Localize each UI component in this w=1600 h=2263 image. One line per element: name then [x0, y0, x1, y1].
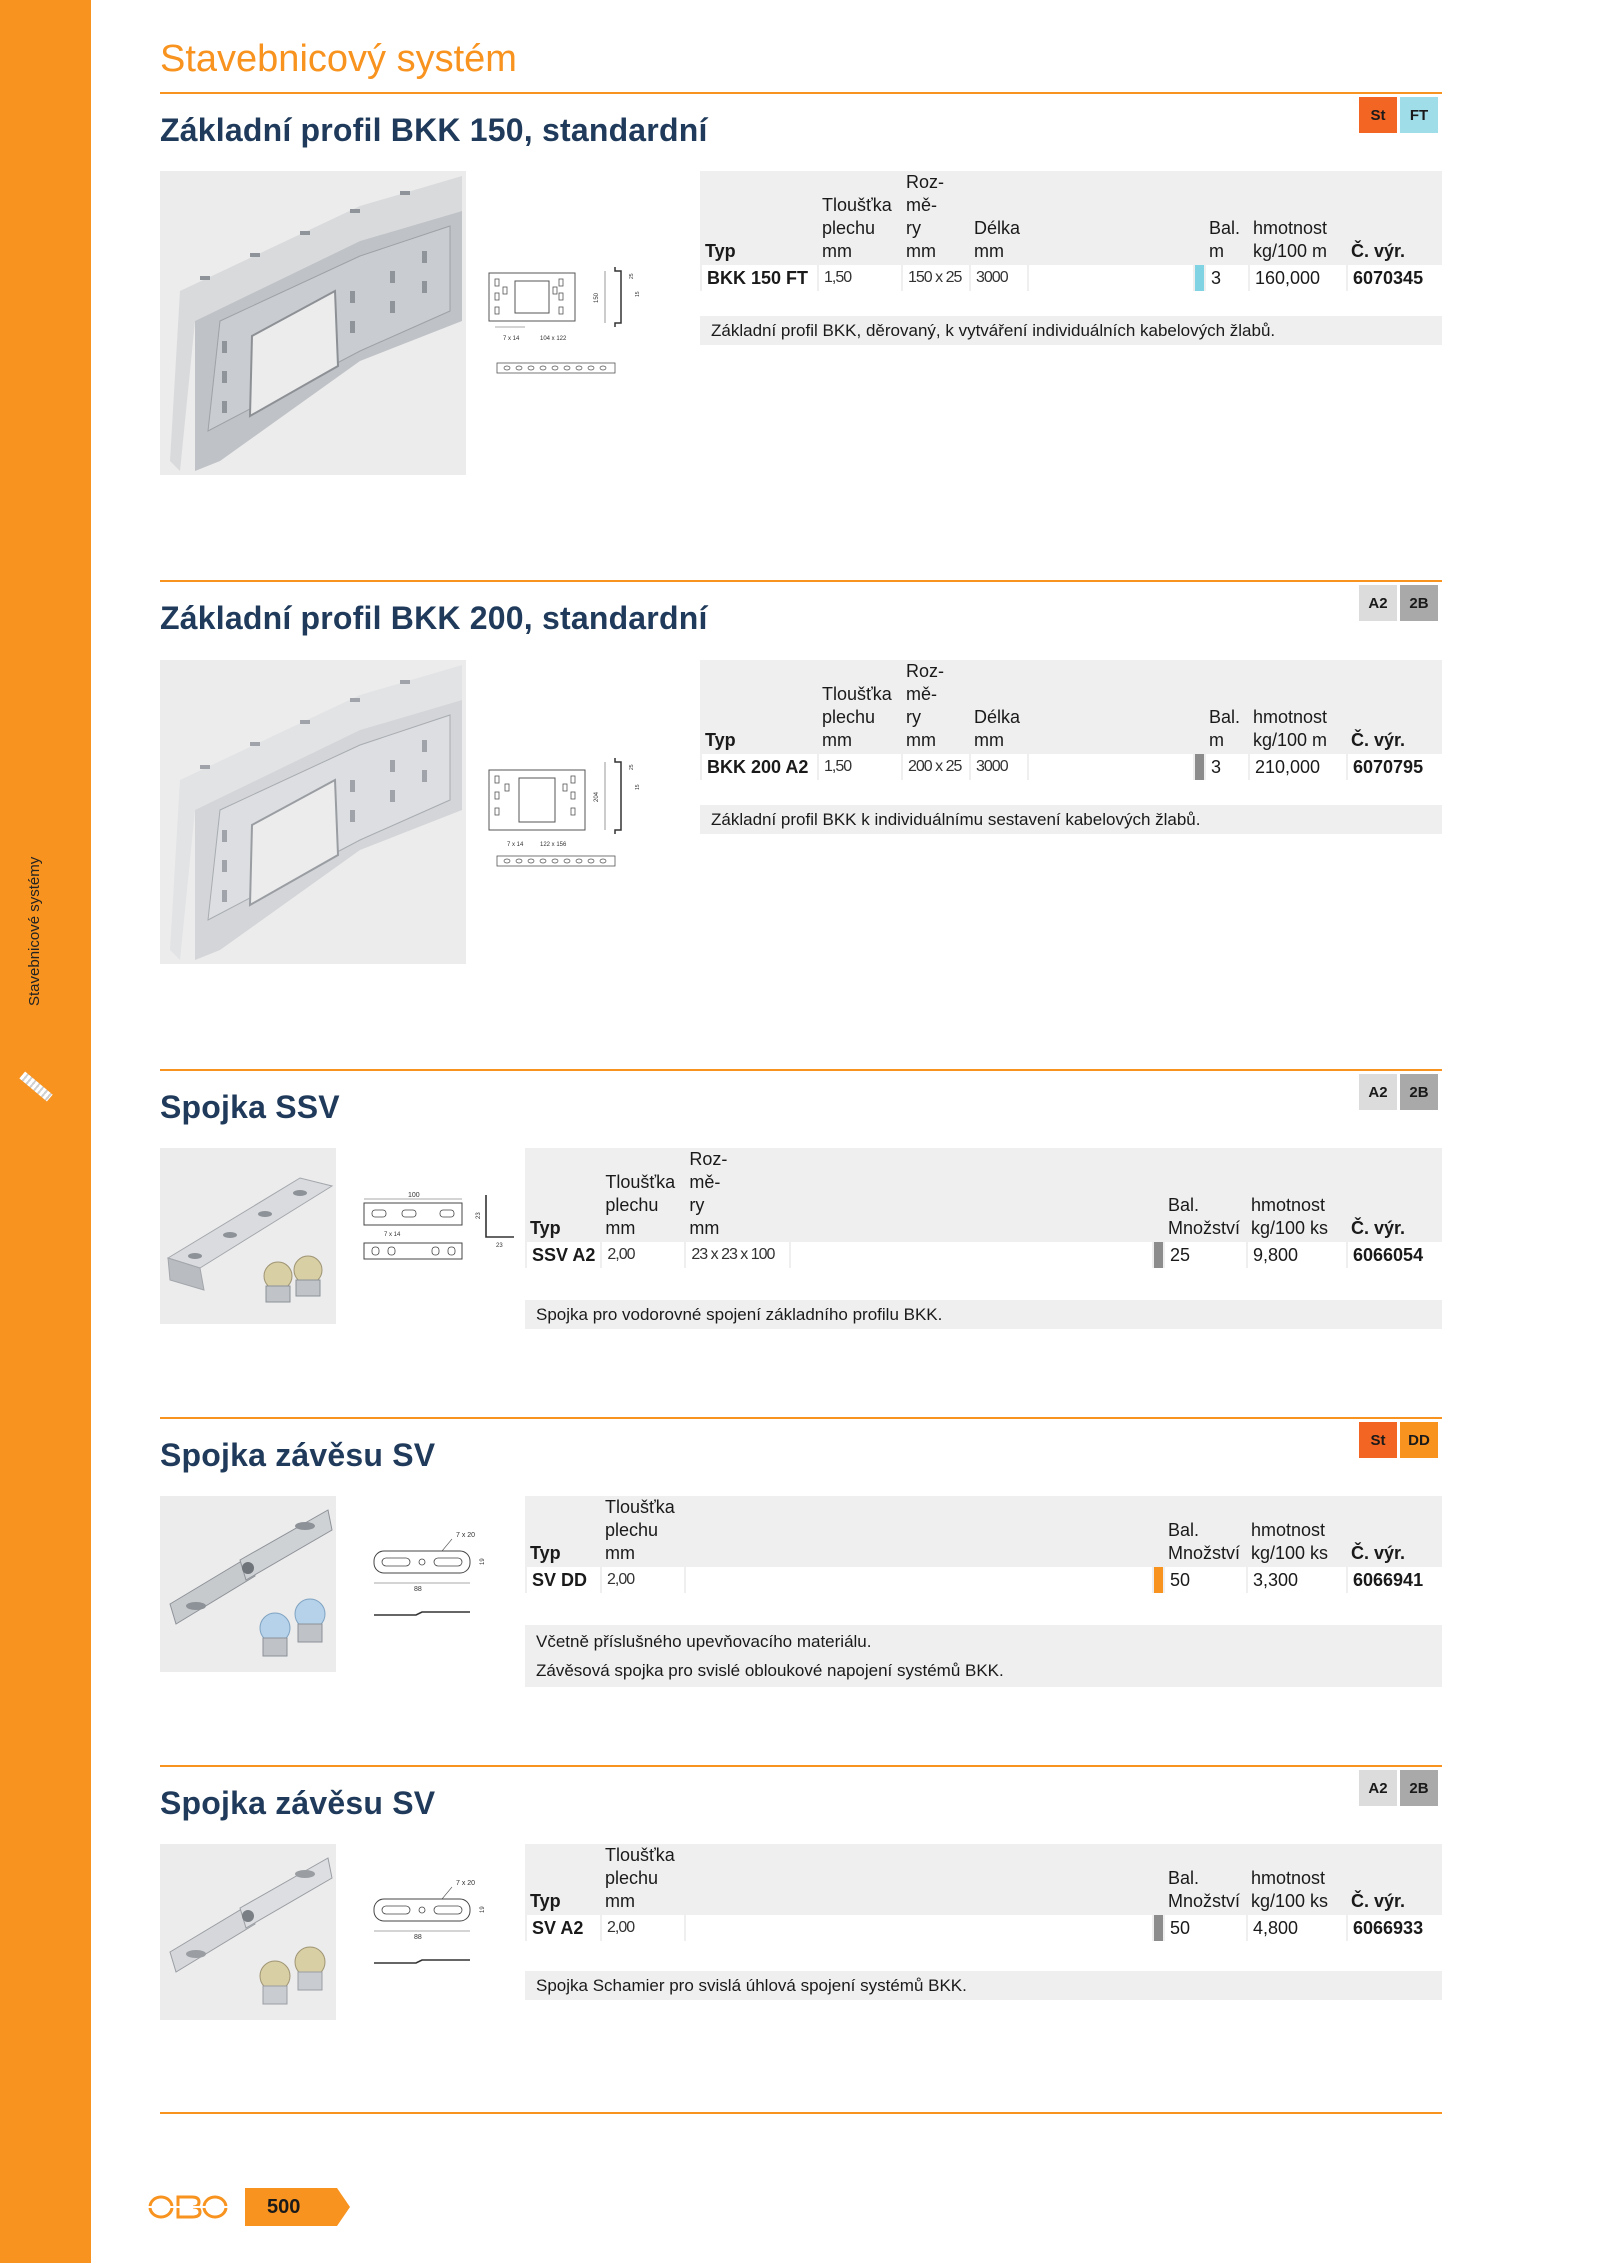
dim-label: 19 [480, 1906, 486, 1913]
section-sv-a2 [160, 1765, 1442, 2045]
page-title: Stavebnicový systém [160, 38, 517, 80]
cell-hmotnost: 3,300 [1246, 1567, 1346, 1593]
dim-label: 204 [594, 791, 600, 802]
material-badges [1359, 585, 1438, 621]
material-badges [1359, 1422, 1438, 1458]
dim-label: 25 [629, 764, 635, 770]
material-badges [1359, 1074, 1438, 1110]
product-description [700, 316, 1442, 345]
cell-rozmery: 200 x 25 [901, 754, 969, 780]
dim-label: 23 [476, 1212, 482, 1219]
product-photo [160, 660, 466, 964]
col-header-delka: Délka mm [974, 707, 1021, 750]
section-sv-dd [160, 1417, 1442, 1697]
table-header-row [700, 171, 1442, 265]
dim-label: 7 x 14 [503, 336, 520, 342]
section-rule [160, 92, 1442, 94]
cell-tloustka: 1,50 [817, 265, 901, 291]
dim-label: 15 [635, 784, 641, 790]
col-header-bal: Bal. m [1209, 218, 1241, 261]
description-line: Spojka Schamier pro svislá úhlová spojení systémů BKK. [536, 1976, 967, 1995]
description-line: Závěsová spojka pro svislé obloukové napojení systémů BKK. [536, 1661, 1004, 1680]
cell-bal: 50 [1163, 1915, 1246, 1941]
cell-bal: 3 [1204, 265, 1248, 291]
dim-label: 25 [629, 273, 635, 279]
cell-rozmery: 150 x 25 [901, 265, 969, 291]
cell-tloustka: 2,00 [600, 1567, 684, 1593]
cell-tloustka: 2,00 [600, 1915, 684, 1941]
surface-color-mark [1152, 1915, 1163, 1941]
dim-label: 100 [408, 1192, 420, 1199]
description-line: Základní profil BKK, děrovaný, k vytváření individuálních kabelových žlabů. [711, 321, 1276, 340]
cell-delka: 3000 [969, 265, 1027, 291]
cell-delka: 3000 [969, 754, 1027, 780]
col-header-typ: Typ [705, 241, 736, 261]
material-badges [1359, 1770, 1438, 1806]
cell-bal: 25 [1163, 1242, 1246, 1268]
col-header-tloustka: Tloušťka plechu mm [605, 1497, 675, 1563]
side-label: Stavebnicové systémy [26, 856, 43, 1006]
table-row [700, 754, 1442, 780]
table-header-row [525, 1844, 1442, 1915]
product-description [525, 1300, 1442, 1329]
col-header-cislo: Č. výr. [1351, 730, 1406, 750]
section-bkk-200 [160, 580, 1442, 980]
cell-bal: 3 [1204, 754, 1248, 780]
dim-label: 19 [480, 1558, 486, 1565]
description-line: Včetně příslušného upevňovacího materiálu. [536, 1632, 872, 1651]
page-number: 500 [267, 2196, 301, 2218]
col-header-typ: Typ [530, 1891, 561, 1911]
cell-tloustka: 2,00 [600, 1242, 684, 1268]
table-row [525, 1242, 1442, 1268]
cell-cislo: 6066933 [1346, 1915, 1442, 1941]
col-header-bal: Bal. Množství [1168, 1195, 1241, 1238]
technical-drawing [356, 1527, 536, 1637]
col-header-cislo: Č. výr. [1351, 1891, 1406, 1911]
surface-color-mark [1152, 1567, 1163, 1593]
section-ssv [160, 1069, 1442, 1349]
material-badge: A2 [1359, 1770, 1397, 1806]
product-photo [160, 1844, 336, 2020]
col-header-cislo: Č. výr. [1351, 1218, 1406, 1238]
dim-label: 122 x 156 [540, 842, 567, 848]
cell-hmotnost: 9,800 [1246, 1242, 1346, 1268]
product-description [700, 805, 1442, 834]
dim-label: 88 [414, 1934, 422, 1941]
section-rule [160, 1069, 1442, 1071]
obo-logo [148, 2193, 228, 2221]
dim-label: 7 x 20 [456, 1532, 476, 1539]
cell-typ: SV A2 [525, 1915, 600, 1941]
dim-label: 88 [414, 1586, 422, 1593]
material-badge: A2 [1359, 1074, 1397, 1110]
dim-label: 15 [635, 291, 641, 297]
material-badge: St [1359, 1422, 1397, 1458]
spec-table [525, 1844, 1442, 1941]
cell-bal: 50 [1163, 1567, 1246, 1593]
section-title: Spojka závěsu SV [160, 1437, 436, 1473]
cell-typ: SV DD [525, 1567, 600, 1593]
description-line: Spojka pro vodorovné spojení základního profilu BKK. [536, 1305, 943, 1324]
surface-color-mark [1152, 1242, 1163, 1268]
cell-cislo: 6070345 [1346, 265, 1442, 291]
col-header-rozmery: Roz- mě- ry mm [906, 661, 945, 750]
table-header-row [700, 660, 1442, 754]
table-row [700, 265, 1442, 291]
surface-badge: 2B [1400, 1074, 1438, 1110]
cell-cislo: 6070795 [1346, 754, 1442, 780]
page-number-tab [245, 2188, 350, 2226]
cell-hmotnost: 160,000 [1248, 265, 1346, 291]
technical-drawing [356, 1875, 536, 1985]
col-header-tloustka: Tloušťka plechu mm [822, 684, 892, 750]
spec-table [525, 1148, 1442, 1268]
product-description [525, 1971, 1442, 2000]
section-title: Spojka závěsu SV [160, 1785, 436, 1821]
col-header-tloustka: Tloušťka plechu mm [822, 195, 892, 261]
col-header-hmotnost: hmotnost kg/100 ks [1251, 1195, 1329, 1238]
section-rule [160, 1417, 1442, 1419]
dim-label: 7 x 20 [456, 1880, 476, 1887]
col-header-tloustka: Tloušťka plechu mm [605, 1845, 675, 1911]
section-title: Základní profil BKK 150, standardní [160, 112, 708, 148]
col-header-cislo: Č. výr. [1351, 1543, 1406, 1563]
spec-table [700, 660, 1442, 780]
section-rule [160, 580, 1442, 582]
dim-label: 7 x 14 [384, 1232, 401, 1238]
material-badge: St [1359, 97, 1397, 133]
surface-badge: 2B [1400, 585, 1438, 621]
table-header-row [525, 1496, 1442, 1567]
material-badges [1359, 97, 1438, 133]
cell-cislo: 6066054 [1346, 1242, 1442, 1268]
spec-table [700, 171, 1442, 291]
col-header-bal: Bal. m [1209, 707, 1241, 750]
cell-tloustka: 1,50 [817, 754, 901, 780]
product-description [525, 1625, 1442, 1687]
cell-typ: BKK 200 A2 [700, 754, 817, 780]
surface-badge: DD [1400, 1422, 1438, 1458]
col-header-tloustka: Tloušťka plechu mm [605, 1172, 676, 1238]
spec-table [525, 1496, 1442, 1593]
side-bar [0, 0, 91, 2263]
dim-label: 150 [594, 292, 600, 303]
section-bkk-150 [160, 92, 1442, 492]
dim-label: 104 x 122 [540, 336, 567, 342]
dim-label: 23 [496, 1243, 503, 1249]
cell-hmotnost: 210,000 [1248, 754, 1346, 780]
product-photo [160, 171, 466, 475]
col-header-hmotnost: hmotnost kg/100 m [1253, 218, 1328, 261]
dim-label: 7 x 14 [507, 842, 524, 848]
section-title: Spojka SSV [160, 1089, 340, 1125]
col-header-hmotnost: hmotnost kg/100 ks [1251, 1520, 1329, 1563]
surface-badge: 2B [1400, 1770, 1438, 1806]
col-header-bal: Bal. Množství [1168, 1868, 1241, 1911]
col-header-hmotnost: hmotnost kg/100 m [1253, 707, 1328, 750]
surface-color-mark [1193, 265, 1204, 291]
cell-rozmery: 23 x 23 x 100 [684, 1242, 789, 1268]
table-row [525, 1915, 1442, 1941]
technical-drawing [356, 1189, 536, 1279]
col-header-rozmery: Roz- mě- ry mm [689, 1149, 728, 1238]
col-header-typ: Typ [530, 1218, 561, 1238]
col-header-hmotnost: hmotnost kg/100 ks [1251, 1868, 1329, 1911]
table-header-row [525, 1148, 1442, 1242]
product-photo [160, 1148, 336, 1324]
col-header-bal: Bal. Množství [1168, 1520, 1241, 1563]
footer-rule [160, 2112, 1442, 2114]
cell-cislo: 6066941 [1346, 1567, 1442, 1593]
description-line: Základní profil BKK k individuálnímu sestavení kabelových žlabů. [711, 810, 1201, 829]
col-header-typ: Typ [530, 1543, 561, 1563]
product-photo [160, 1496, 336, 1672]
surface-color-mark [1193, 754, 1204, 780]
col-header-delka: Délka mm [974, 218, 1021, 261]
cell-typ: SSV A2 [525, 1242, 600, 1268]
section-title: Základní profil BKK 200, standardní [160, 600, 708, 636]
material-badge: A2 [1359, 585, 1397, 621]
cell-hmotnost: 4,800 [1246, 1915, 1346, 1941]
surface-badge: FT [1400, 97, 1438, 133]
section-rule [160, 1765, 1442, 1767]
col-header-rozmery: Roz- mě- ry mm [906, 172, 945, 261]
col-header-cislo: Č. výr. [1351, 241, 1406, 261]
table-row [525, 1567, 1442, 1593]
cell-typ: BKK 150 FT [700, 265, 817, 291]
col-header-typ: Typ [705, 730, 736, 750]
